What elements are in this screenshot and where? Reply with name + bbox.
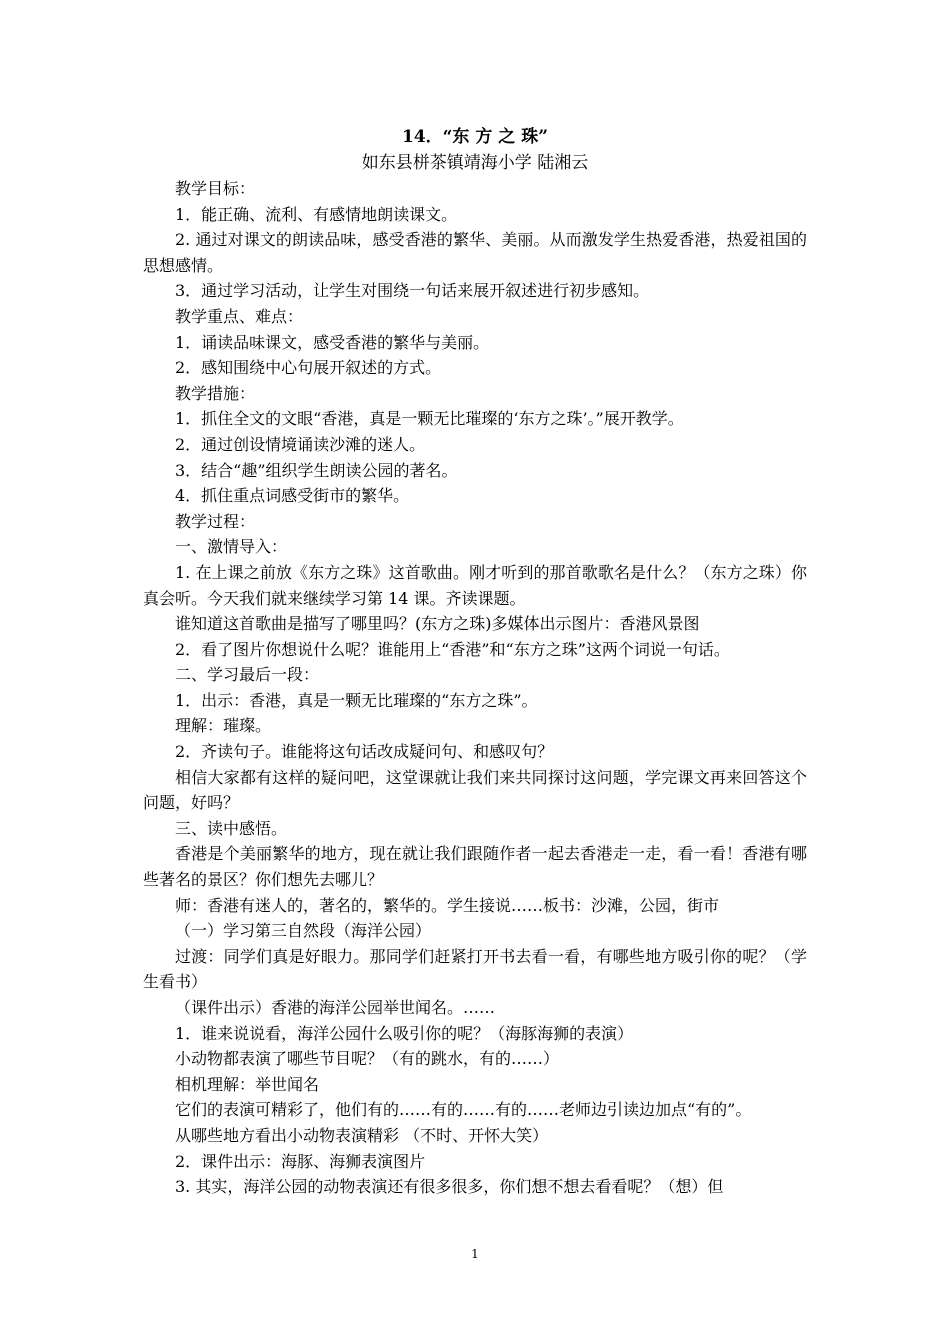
- paragraph: 2．看了图片你想说什么呢？谁能用上“香港”和“东方之珠”这两个词说一句话。: [175, 639, 730, 659]
- paragraph: 相机理解：举世闻名: [175, 1074, 320, 1094]
- paragraph: 1．能正确、流利、有感情地朗读课文。: [175, 204, 458, 224]
- paragraph: 二、学习最后一段：: [175, 665, 320, 685]
- paragraph: 它们的表演可精彩了，他们有的……有的……有的……老师边引读边加点“有的”。: [175, 1100, 752, 1120]
- paragraph: （一）学习第三自然段（海洋公园）: [175, 921, 432, 941]
- paragraph: 教学重点、难点：: [175, 306, 304, 326]
- paragraph: 相信大家都有这样的疑问吧，这堂课就让我们来共同探讨这问题，学完课文再来回答这个问题，好吗？: [143, 767, 807, 813]
- paragraph: 2．通过创设情境诵读沙滩的迷人。: [175, 434, 426, 454]
- paragraph: 4．抓住重点词感受街市的繁华。: [175, 486, 410, 506]
- paragraph: 2．感知围绕中心句展开叙述的方式。: [175, 358, 442, 378]
- paragraph: 3．通过学习活动，让学生对围绕一句话来展开叙述进行初步感知。: [175, 281, 650, 301]
- paragraph: 2．课件出示：海豚、海狮表演图片: [175, 1151, 426, 1171]
- paragraph: 三、读中感悟。: [175, 818, 288, 838]
- paragraph: 1．出示：香港，真是一颗无比璀璨的“东方之珠”。: [175, 690, 538, 710]
- author-line: 如东县栟茶镇靖海小学 陆湘云: [361, 153, 589, 173]
- paragraph: 香港是个美丽繁华的地方，现在就让我们跟随作者一起去香港走一走，看一看！香港有哪些著名的景区？你们想先去哪儿？: [143, 844, 807, 890]
- lesson-title: 14．“东 方 之 珠”: [402, 127, 548, 147]
- paragraph: 教学过程：: [175, 511, 256, 531]
- paragraph: 3．结合“趣”组织学生朗读公园的著名。: [175, 460, 458, 480]
- document-body: [143, 124, 807, 1200]
- paragraph: 3. 其实，海洋公园的动物表演还有很多很多，你们想不想去看看呢？（想）但: [175, 1177, 724, 1197]
- paragraph: （课件出示）香港的海洋公园举世闻名。……: [175, 998, 496, 1017]
- paragraph: 师：香港有迷人的，著名的，繁华的。学生接说……板书：沙滩，公园，街市: [175, 895, 720, 915]
- paragraph: 2. 通过对课文的朗读品味，感受香港的繁华、美丽。从而激发学生热爱香港，热爱祖国的思想感情。: [143, 230, 807, 275]
- page-number: 1: [471, 1247, 479, 1261]
- paragraph: 小动物都表演了哪些节目呢？（有的跳水，有的……）: [175, 1049, 560, 1069]
- paragraph: 从哪些地方看出小动物表演精彩 （不时、开怀大笑）: [175, 1125, 549, 1145]
- paragraph: 1．抓住全文的文眼“香港，真是一颗无比璀璨的‘东方之珠’。”展开教学。: [175, 409, 684, 429]
- paragraph: 一、激情导入：: [175, 537, 288, 557]
- paragraph: 教学措施：: [175, 383, 256, 403]
- paragraph: 1．谁来说说看，海洋公园什么吸引你的呢？（海豚海狮的表演）: [175, 1023, 634, 1043]
- paragraph: 1. 在上课之前放《东方之珠》这首歌曲。刚才听到的那首歌歌名是什么？（东方之珠）你真会听。今天我们就来继续学习第 14 课。齐读课题。: [143, 562, 807, 608]
- paragraph: 2．齐读句子。谁能将这句话改成疑问句、和感叹句？: [175, 742, 554, 762]
- paragraph: 理解：璀璨。: [175, 716, 272, 736]
- paragraph: 谁知道这首歌曲是描写了哪里吗？(东方之珠)多媒体出示图片：香港风景图: [175, 614, 700, 634]
- paragraph: 1．诵读品味课文，感受香港的繁华与美丽。: [175, 332, 490, 352]
- paragraph: 过渡：同学们真是好眼力。那同学们赶紧打开书去看一看，有哪些地方吸引你的呢？（学生看书）: [143, 946, 807, 992]
- paragraph: 教学目标：: [175, 179, 256, 198]
